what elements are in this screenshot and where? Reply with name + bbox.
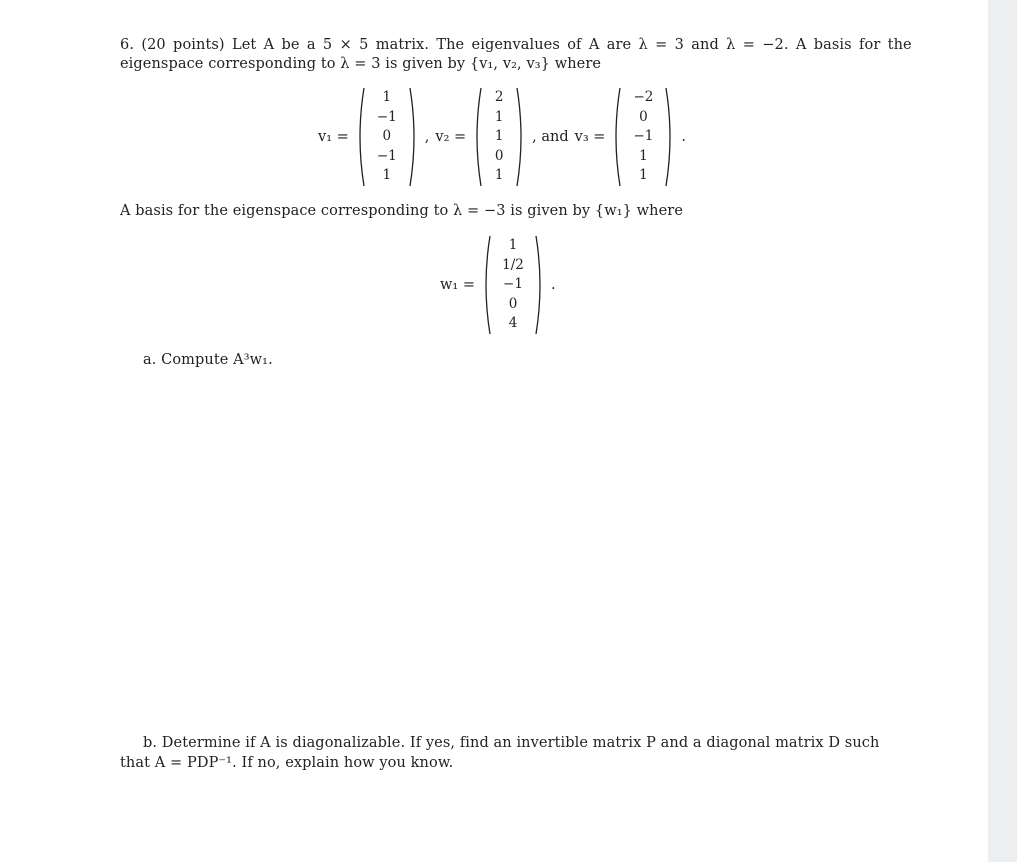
v2-label: v₂ = xyxy=(435,129,467,145)
right-paren-icon xyxy=(409,87,419,187)
right-paren-icon xyxy=(665,87,675,187)
vector-entry: −1 xyxy=(633,128,654,145)
w1-entries xyxy=(491,236,535,334)
vector-entry: −1 xyxy=(503,276,523,293)
v1-entries xyxy=(365,88,409,186)
vector-entry: 1 xyxy=(494,128,504,145)
v3-matrix xyxy=(611,87,675,187)
v3-entries xyxy=(621,88,665,186)
vector-entry: 0 xyxy=(494,147,504,164)
problem-statement-line1: 6. (20 points) Let A be a 5 × 5 matrix. The eigenvalues of A are λ = 3 and λ = −2. A basis for the xyxy=(120,37,912,53)
v1-matrix xyxy=(355,87,419,187)
vector-entry: 1 xyxy=(639,167,648,184)
vector-entry: −1 xyxy=(376,147,397,164)
scrollbar-gutter[interactable] xyxy=(988,0,1017,862)
w1-matrix xyxy=(481,235,545,335)
left-paren-icon xyxy=(355,87,365,187)
left-paren-icon xyxy=(481,235,491,335)
vector-entry: −2 xyxy=(633,89,654,106)
right-paren-icon xyxy=(516,87,526,187)
vector-entry: 2 xyxy=(494,89,504,106)
vector-entry: 1 xyxy=(494,167,504,184)
vector-entry: 4 xyxy=(508,315,518,332)
vector-entry: 1 xyxy=(639,147,648,164)
vector-entry: 0 xyxy=(508,295,518,312)
left-paren-icon xyxy=(611,87,621,187)
w1-row xyxy=(440,235,562,335)
vector-entry: 1 xyxy=(382,89,392,106)
problem-statement-line2: eigenspace corresponding to λ = 3 is given by {v₁, v₂, v₃} where xyxy=(120,56,602,72)
v3-label: v₃ = xyxy=(574,129,606,145)
v-vectors-row xyxy=(318,87,692,187)
v2-entries xyxy=(482,88,516,186)
part-b-line1: b. Determine if A is diagonalizable. If yes, find an invertible matrix P and a diagonal matrix D such xyxy=(143,735,880,751)
period-2: . xyxy=(550,277,556,293)
part-b-line2: that A = PDP⁻¹. If no, explain how you know. xyxy=(120,755,454,771)
part-a: a. Compute A³w₁. xyxy=(143,352,273,368)
basis-minus3-text: A basis for the eigenspace corresponding to λ = −3 is given by {w₁} where xyxy=(120,203,684,219)
vector-entry: 0 xyxy=(639,108,648,125)
vector-entry: 1/2 xyxy=(502,256,524,273)
left-paren-icon xyxy=(472,87,482,187)
and-text: , and xyxy=(532,129,569,145)
vector-entry: 1 xyxy=(382,167,392,184)
comma-1: , xyxy=(424,129,430,145)
vector-entry: −1 xyxy=(376,108,397,125)
vector-entry: 1 xyxy=(494,108,504,125)
right-paren-icon xyxy=(535,235,545,335)
vector-entry: 1 xyxy=(508,237,518,254)
w1-label: w₁ = xyxy=(440,277,475,293)
vector-entry: 0 xyxy=(382,128,392,145)
v2-matrix xyxy=(472,87,526,187)
v1-label: v₁ = xyxy=(318,129,349,145)
period-1: . xyxy=(681,129,686,145)
